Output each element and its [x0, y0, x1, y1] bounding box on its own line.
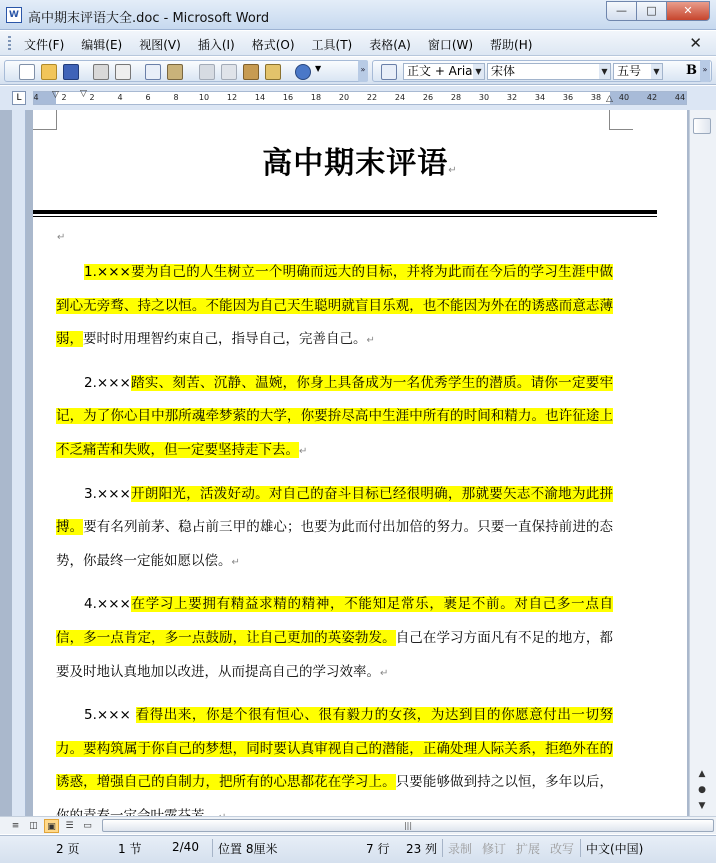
highlighted-text: 踏实、刻苦、沉静、温婉，你身上具备成为一名优秀学生的潜质。请你一定要牢记，为了你心目中那所魂牵梦萦的大学，你要拚尽高中生涯中所有的时间和精力。也许征途上不乏痛苦和失败，但一定要坚持走下去。	[56, 374, 613, 458]
print-icon[interactable]	[93, 64, 109, 80]
status-separator	[442, 839, 443, 857]
left-indent-marker-icon[interactable]: ▽	[52, 90, 59, 100]
ruler-number: 24	[394, 93, 406, 102]
status-line: 7 行	[366, 842, 390, 856]
crop-mark-top-left	[33, 110, 57, 130]
toolbar	[0, 57, 716, 85]
print-preview-icon[interactable]	[115, 64, 131, 80]
status-language[interactable]: 中文(中国)	[586, 842, 644, 856]
document-title	[33, 138, 687, 182]
window-title: 高中期末评语大全.doc - Microsoft Word	[28, 11, 270, 26]
style-dropdown-icon[interactable]: ▼	[473, 64, 484, 79]
paragraph-5	[56, 699, 613, 833]
plain-text: 只要能够做到持之以恒，多年以后，	[395, 774, 613, 791]
open-folder-icon[interactable]	[41, 64, 57, 80]
horizontal-ruler[interactable]	[33, 91, 687, 105]
title-bar	[0, 0, 716, 30]
paragraph-mark: ↵	[366, 335, 375, 347]
toolbar-options-icon[interactable]: »	[358, 60, 368, 82]
horizontal-scrollbar[interactable]	[100, 819, 678, 833]
ruler-number: 34	[534, 93, 546, 102]
status-ovr[interactable]: 改写	[550, 842, 575, 856]
paragraph-number: 5.×××	[84, 707, 136, 724]
style-combo[interactable]: 正文 + Aria ▼	[403, 63, 485, 80]
paragraph-number: 4.×××	[84, 596, 131, 613]
plain-text: 自己在学习方面凡有不足的地方，都要及时地认真地加以改进，从而提高自己的学习效率。	[56, 629, 613, 680]
crop-mark-top-right	[609, 110, 633, 130]
status-trk[interactable]: 修订	[482, 842, 507, 856]
highlighted-text: 开朗阳光，活泼好动。对自己的奋斗目标已经很明确，那就要矢志不渝地为此拼搏。	[56, 485, 613, 536]
font-size-combo[interactable]: 五号 ▼	[613, 63, 663, 80]
new-document-icon[interactable]	[19, 64, 35, 80]
highlighted-text: 在学习上要拥有精益求精的精神，不能知足常乐，裹足不前。对自己多一点自信，多一点肯定，多一点鼓励，让自己更加的英姿勃发。	[56, 596, 613, 646]
font-dropdown-icon[interactable]: ▼	[599, 64, 610, 79]
ruler-number: 12	[226, 93, 238, 102]
status-position: 位置 8厘米	[218, 842, 278, 856]
status-page-of: 2/40	[172, 840, 199, 854]
previous-page-icon[interactable]: ▲	[698, 769, 706, 779]
font-combo[interactable]: 宋体 ▼	[487, 63, 611, 80]
ruler-number: 36	[562, 93, 574, 102]
plain-text: 要有名列前茅、稳占前三甲的雄心；也要为此而付出加倍的努力。只要一直保持前进的态势，你最终一定能如愿以偿。	[56, 519, 614, 569]
status-rec[interactable]: 录制	[448, 842, 473, 856]
select-browse-object-icon[interactable]: ●	[698, 785, 706, 795]
menu-file[interactable]: 文件(F)	[24, 38, 65, 52]
plain-text: 要时时用理智约束自己，指导自己，完善自己。	[83, 331, 367, 348]
ruler-numbers	[34, 92, 686, 104]
menu-edit[interactable]: 编辑(E)	[81, 38, 123, 52]
menu-help[interactable]: 帮助(H)	[490, 38, 533, 52]
tab-selector-icon[interactable]: L	[12, 91, 26, 105]
menu-table[interactable]: 表格(A)	[369, 38, 411, 52]
menu-tools[interactable]: 工具(T)	[311, 38, 353, 52]
paragraph-2	[56, 367, 613, 468]
paragraph-number: 2.×××	[84, 374, 131, 391]
ruler-number: 8	[173, 93, 179, 102]
ruler-number: 38	[590, 93, 602, 102]
status-page: 2 页	[56, 842, 80, 856]
bold-button[interactable]: B	[686, 63, 697, 78]
document-title-text: 高中期末评语	[262, 146, 449, 181]
ruler-number: 18	[310, 93, 322, 102]
vertical-scroll-thumb[interactable]	[693, 118, 711, 134]
menu-insert[interactable]: 插入(I)	[197, 38, 235, 52]
status-ext[interactable]: 扩展	[516, 842, 541, 856]
format-painter-icon[interactable]	[265, 64, 281, 80]
paragraph-1	[56, 256, 613, 357]
ruler-number: 4	[117, 93, 123, 102]
highlighted-text: 看得出来，你是个很有恒心、很有毅力的女孩，为达到目的你愿意付出一切努力。要构筑属于你自己的梦想，同时要认真审视自己的潜能，正确处理人际关系，拒绝外在的诱惑，增强自己的自制力，把所有的心思都花在学习上。	[56, 707, 614, 791]
font-size-dropdown-icon[interactable]: ▼	[651, 64, 662, 79]
menubar-grip-icon[interactable]	[8, 36, 11, 51]
horizontal-scroll-thumb[interactable]: |||	[102, 819, 714, 832]
reading-layout-icon[interactable]: ▭	[83, 821, 92, 831]
paste-icon[interactable]	[243, 64, 259, 80]
ruler-number: 44	[674, 93, 686, 102]
ruler-number: 22	[366, 93, 378, 102]
standard-toolbar	[4, 60, 368, 82]
ruler-number: 14	[254, 93, 266, 102]
menu-window[interactable]: 窗口(W)	[427, 38, 474, 52]
menu-bar	[0, 31, 716, 56]
title-rule-thick	[33, 210, 657, 214]
right-indent-marker-icon[interactable]: △	[606, 94, 613, 104]
title-rule-thin	[33, 216, 657, 217]
status-separator	[212, 839, 213, 857]
menu-format[interactable]: 格式(O)	[251, 38, 295, 52]
menu-items	[24, 36, 549, 53]
save-icon[interactable]	[63, 64, 79, 80]
paragraph-mark: ↵	[299, 445, 308, 457]
ruler-number: 2	[89, 93, 95, 102]
status-column: 23 列	[406, 842, 438, 856]
close-button[interactable]: ✕	[666, 1, 710, 21]
normal-view-icon[interactable]: ≡	[11, 821, 20, 831]
ruler-number: 16	[282, 93, 294, 102]
copy-icon[interactable]	[221, 64, 237, 80]
first-line-indent-icon[interactable]: ▽	[80, 89, 87, 99]
spelling-icon[interactable]	[145, 64, 161, 80]
paragraph-3	[56, 478, 613, 579]
styles-formatting-icon[interactable]	[381, 64, 397, 80]
ruler-number: 6	[145, 93, 151, 102]
ruler-number: 26	[422, 93, 434, 102]
maximize-button[interactable]: □	[636, 1, 666, 21]
ruler-number: 42	[646, 93, 658, 102]
menu-view[interactable]: 视图(V)	[139, 38, 181, 52]
formatting-options-icon[interactable]: »	[700, 60, 710, 82]
outline-view-icon[interactable]: ☰	[65, 821, 74, 831]
paragraph-4	[56, 588, 613, 689]
document-body	[56, 256, 613, 844]
highlighted-text: 1.×××要为自己的人生树立一个明确而远大的目标，并将为此而在今后的学习生涯中做到心无旁骛、持之以恒。不能因为自己天生聪明就盲目乐观，也不能因为外在的诱惑而意志薄弱，	[56, 264, 613, 348]
horizontal-scroll-row	[0, 816, 716, 834]
ruler-number: 32	[506, 93, 518, 102]
ruler-number: 4	[33, 93, 39, 102]
undo-icon[interactable]	[295, 64, 311, 80]
web-layout-icon[interactable]: ◫	[29, 821, 38, 831]
ruler-number: 2	[61, 93, 67, 102]
word-app-icon[interactable]: W	[6, 7, 22, 23]
empty-paragraph-mark: ↵	[57, 232, 66, 243]
research-icon[interactable]	[167, 64, 183, 80]
window-controls	[606, 1, 710, 21]
ruler-number: 20	[338, 93, 350, 102]
document-close-button[interactable]: ✕	[689, 34, 702, 52]
paragraph-number: 3.×××	[84, 485, 131, 502]
vertical-scrollbar[interactable]	[689, 110, 716, 816]
ruler-number: 30	[478, 93, 490, 102]
paragraph-mark: ↵	[231, 556, 240, 568]
ruler-number: 10	[198, 93, 210, 102]
ruler-number: 40	[618, 93, 630, 102]
cut-icon[interactable]	[199, 64, 215, 80]
paragraph-mark: ↵	[448, 165, 458, 176]
paragraph-mark: ↵	[380, 667, 389, 679]
status-bar	[0, 835, 716, 863]
ruler-row	[0, 86, 716, 110]
status-separator	[580, 839, 581, 857]
print-layout-icon[interactable]: ▣	[44, 819, 59, 833]
minimize-button[interactable]: —	[606, 1, 636, 21]
status-section: 1 节	[118, 842, 142, 856]
next-page-icon[interactable]: ▼	[698, 801, 706, 811]
undo-dropdown-icon[interactable]: ▼	[315, 64, 322, 73]
document-page[interactable]	[33, 110, 687, 830]
formatting-toolbar	[372, 60, 712, 82]
document-area	[0, 110, 689, 816]
vertical-ruler[interactable]	[12, 110, 26, 816]
ruler-number: 28	[450, 93, 462, 102]
